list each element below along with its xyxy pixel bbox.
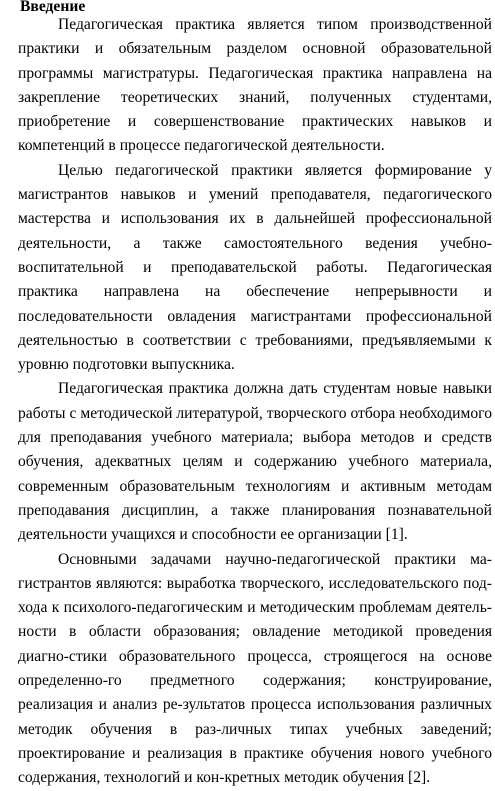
paragraph-2: Целью педагогической практики является формирование у магистрантов навыков и умений преподавателя, педагогического мастерства и использования их в дальнейшей профессиональной деятельности, а также самостоятельного ведения учебно-воспитательной и преподавательской работы. Педагогическая практика направлена на обеспечение непрерывности и последовательности овладения магистрантами профессиональной деятельностью в соответствии с требованиями, предъявляемыми к уровню подготовки выпускника. xyxy=(18,161,492,374)
paragraph-1: Педагогическая практика является типом производственной практики и обязательным разделом основной образовательной программы магистратуры. Педагогическая практика направлена на закрепление теоретических знаний, полученных студентами, приобретение и совершенствование практических навыков и компетенций в процессе педагогической деятельности. xyxy=(18,16,492,155)
paragraph-3: Педагогическая практика должна дать студентам новые навыки работы с методической литературой, творческого отбора необходимого для преподавания учебного материала; выбора методов и средств обучения, адекватных целям и содержанию учебного материала, современным образовательным технологиям и активным методам преподавания дисциплин, а также планирования познавательной деятельности учащихся и способности ее организации [1]. xyxy=(18,380,492,544)
section-heading: Введение xyxy=(20,0,86,15)
paragraph-4: Основными задачами научно-педагогической практики ма-гистрантов являются: выработка творческого, исследовательского под-хода к психолого-педагогическим и методическим проблемам деятель-ности в области образования; овладение методикой проведения диагно-стики образовательного процесса, строящегося на основе определенно-го предметного содержания; конструирование, реализация и анализ ре-зультатов процесса использования различных методик обучения в раз-личных типах учебных заведений; проектирование и реализация в практике обучения нового учебного содержания, технологий и кон-кретных методик обучения [2]. xyxy=(18,550,492,787)
